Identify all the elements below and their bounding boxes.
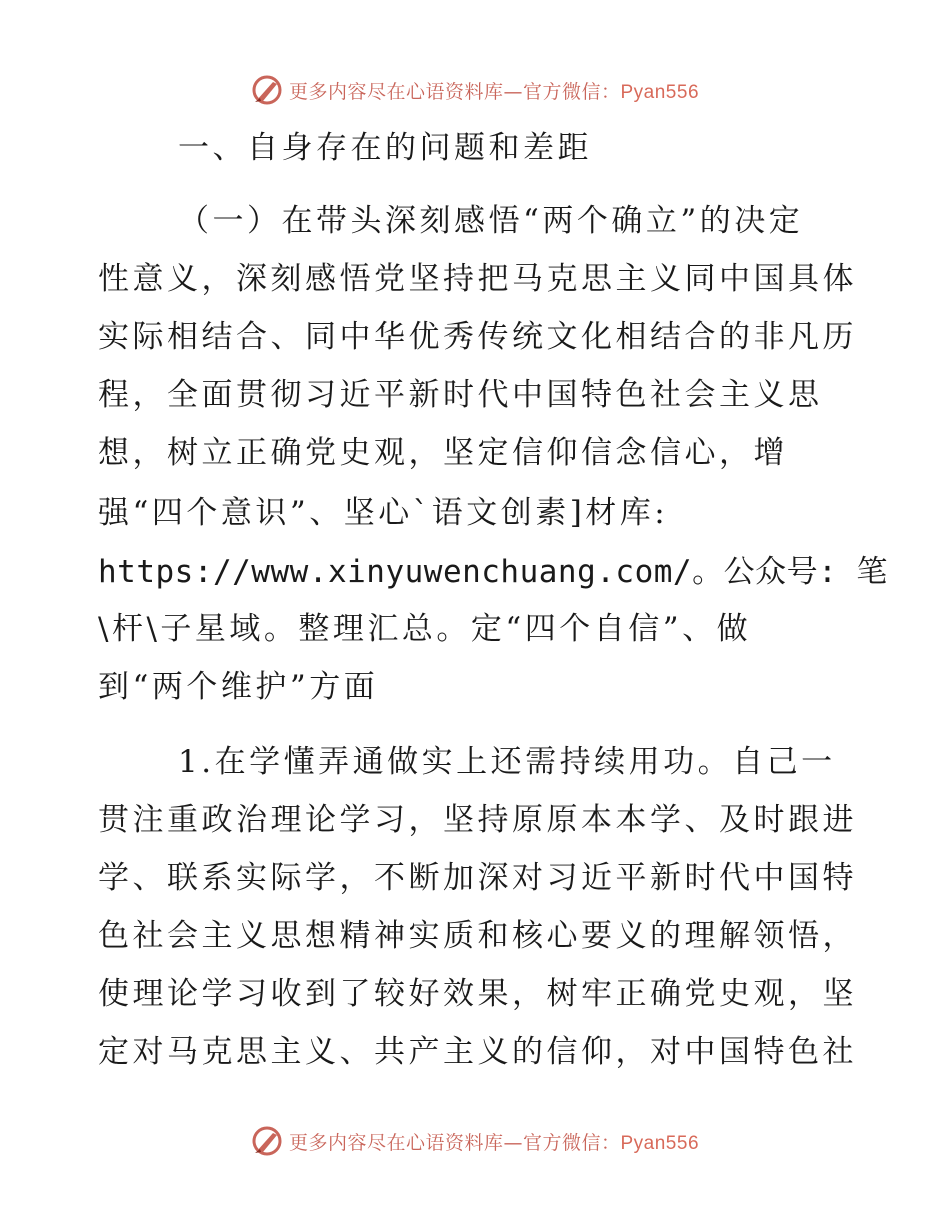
watermark-text: 更多内容尽在心语资料库—官方微信：Pyan556 — [288, 1131, 700, 1154]
paragraph-line: 使理论学习收到了较好效果，树牢正确党史观，坚 — [98, 976, 857, 1012]
watermark-banner-top — [0, 70, 950, 110]
watermark-banner-bottom — [0, 1121, 950, 1161]
paragraph-line: （一）在带头深刻感悟“两个确立”的决定 — [178, 203, 804, 239]
brush-logo-icon — [251, 1125, 283, 1157]
paragraph-line: 强“四个意识”、坚心`语文创素]材库: — [98, 495, 669, 531]
paragraph-line: 想，树立正确党史观，坚定信仰信念信心，增 — [98, 435, 788, 471]
paragraph-line: 实际相结合、同中华优秀传统文化相结合的非凡历 — [98, 319, 857, 355]
paragraph-line-url: https://www.xinyuwenchuang.com/。公众号: 笔 — [98, 554, 888, 590]
section-heading: 一、自身存在的问题和差距 — [178, 130, 592, 166]
paragraph-line: 性意义，深刻感悟党坚持把马克思主义同中国具体 — [98, 261, 857, 297]
paragraph-line: \杆\子星域。整理汇总。定“四个自信”、做 — [98, 611, 752, 647]
brush-logo-icon — [251, 74, 283, 106]
paragraph-line: 定对马克思主义、共产主义的信仰，对中国特色社 — [98, 1034, 857, 1070]
paragraph-line: 贯注重政治理论学习，坚持原原本本学、及时跟进 — [98, 802, 857, 838]
paragraph-line: 程，全面贯彻习近平新时代中国特色社会主义思 — [98, 377, 823, 413]
paragraph-line: 到“两个维护”方面 — [98, 669, 379, 705]
paragraph-line: 色社会主义思想精神实质和核心要义的理解领悟， — [98, 918, 857, 954]
watermark-text: 更多内容尽在心语资料库—官方微信：Pyan556 — [288, 80, 700, 103]
paragraph-line: 学、联系实际学，不断加深对习近平新时代中国特 — [98, 860, 857, 896]
paragraph-line: 1.在学懂弄通做实上还需持续用功。自己一 — [178, 744, 836, 780]
